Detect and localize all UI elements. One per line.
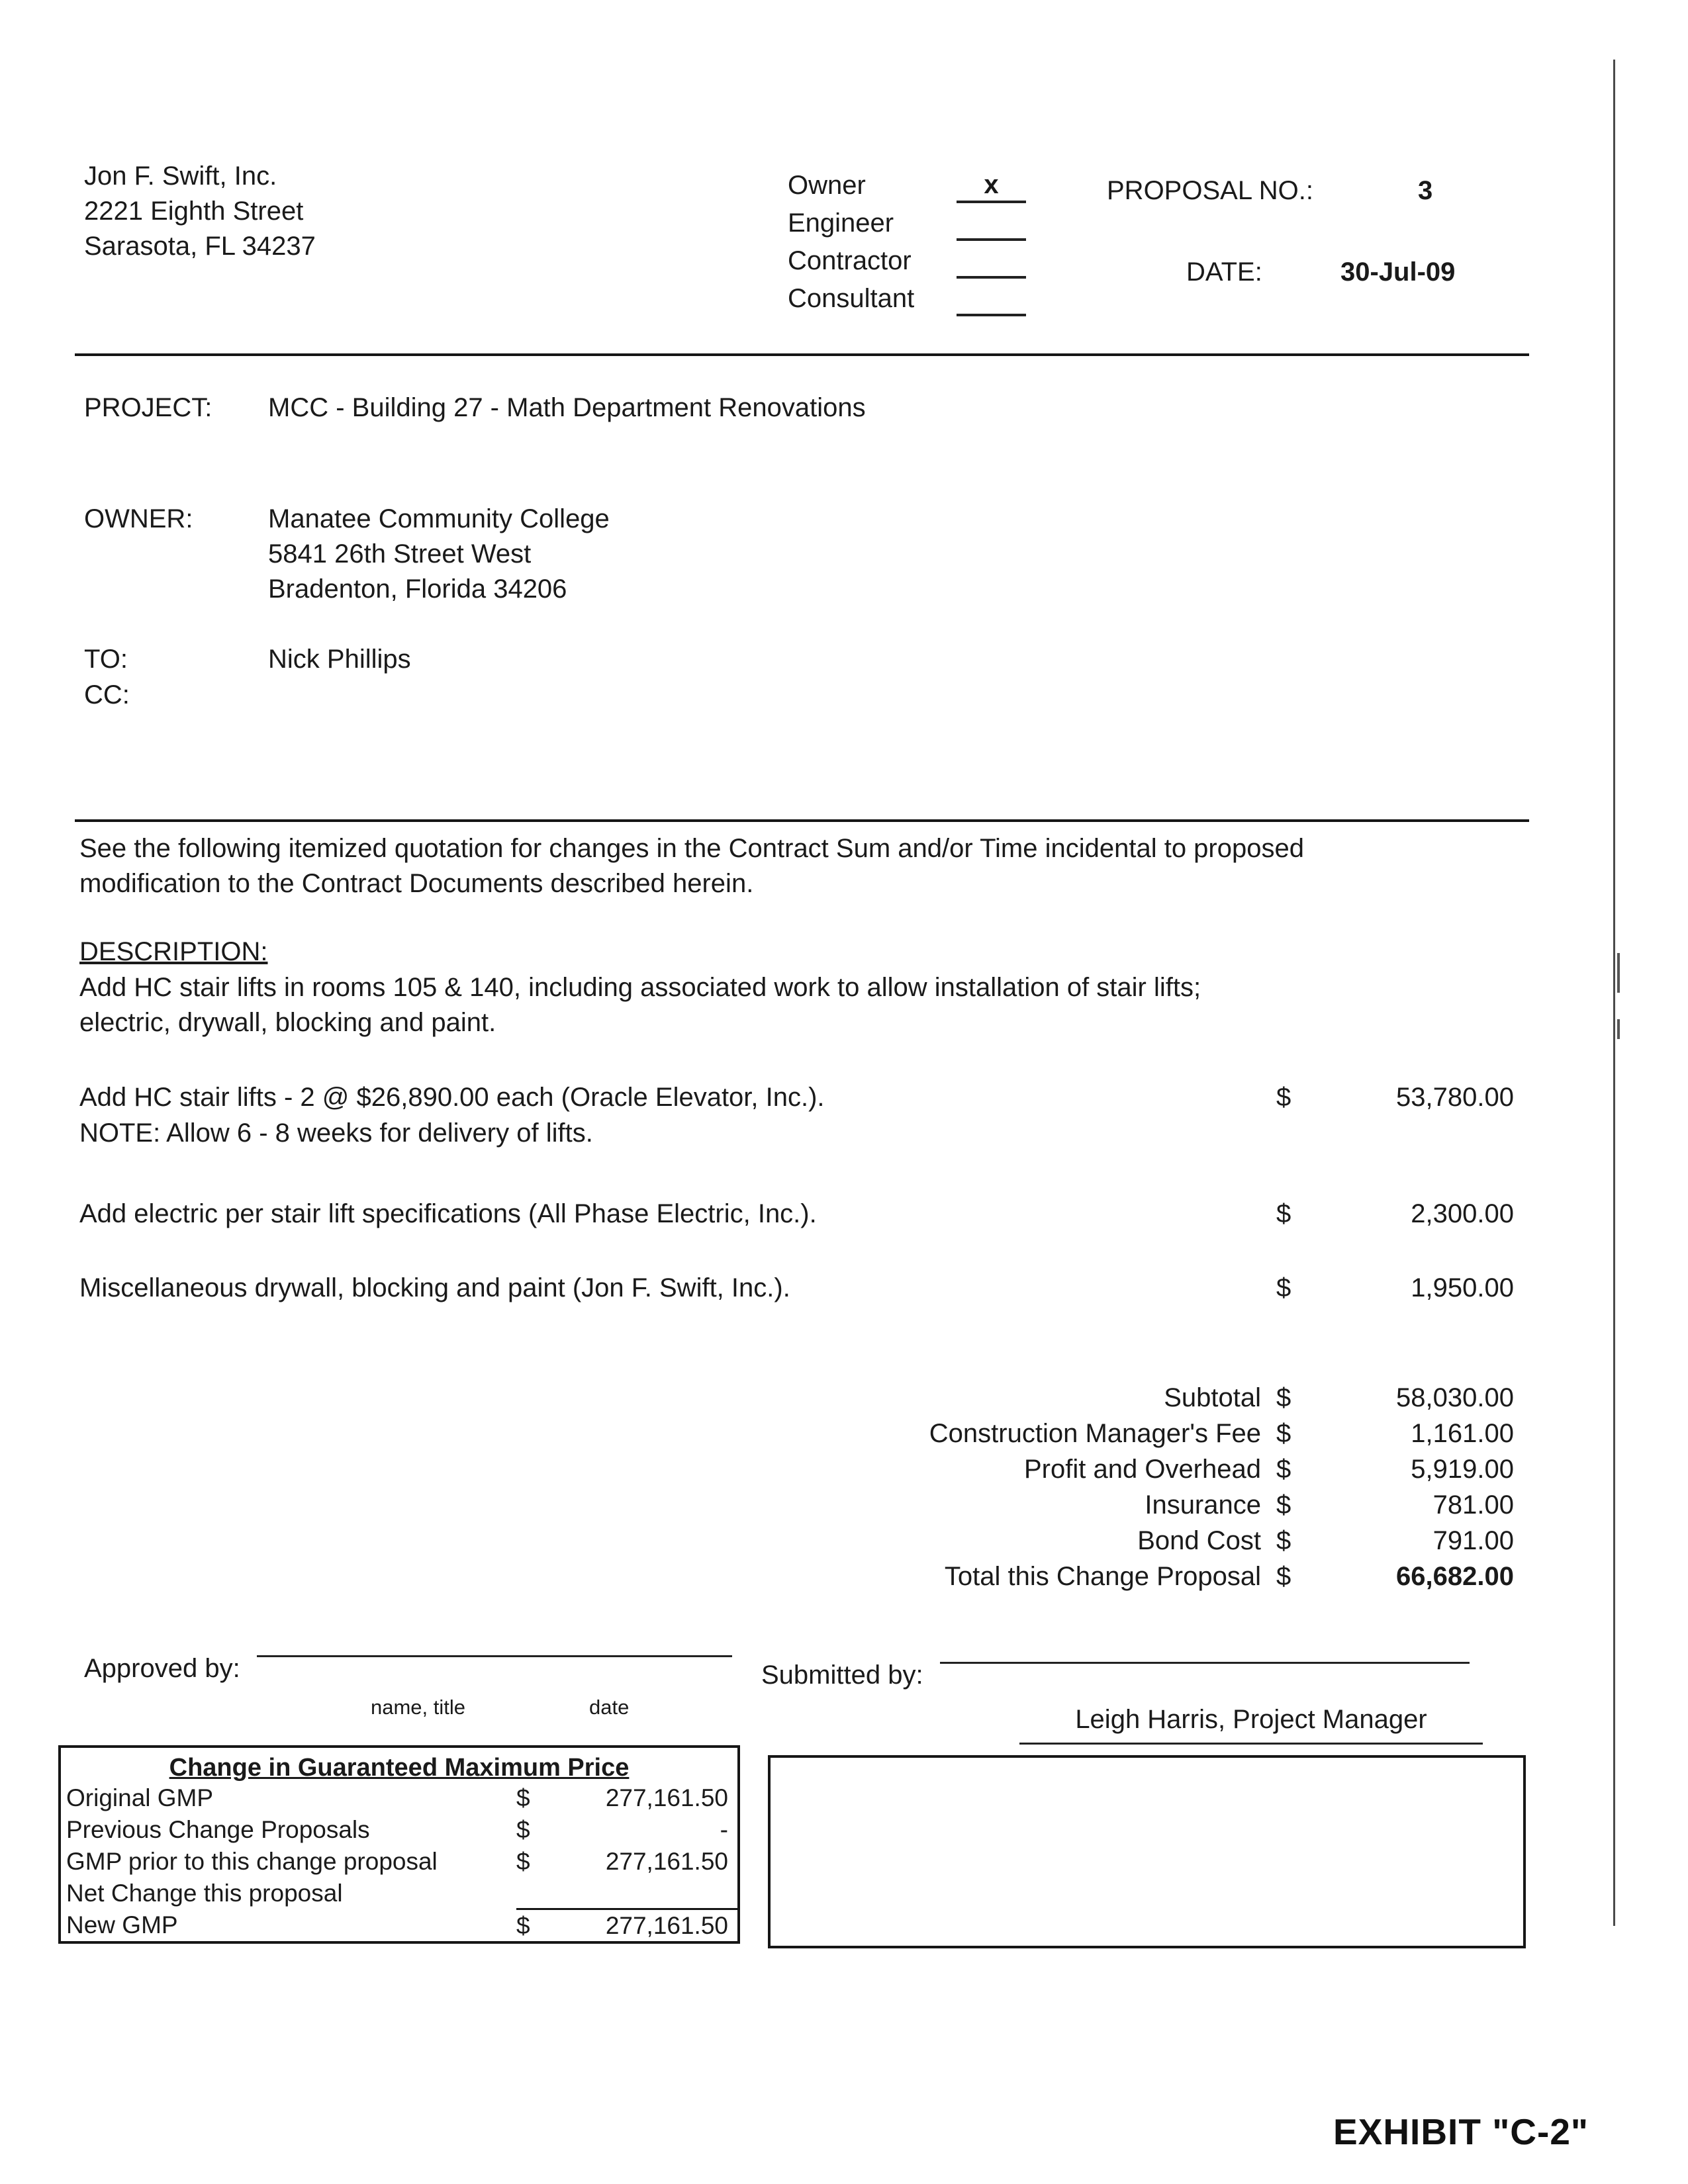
- project-label: PROJECT:: [84, 393, 212, 422]
- total-row-amount: 58,030.00: [1396, 1383, 1514, 1412]
- divider-middle: [75, 819, 1529, 822]
- role-row-owner: [788, 165, 1026, 203]
- line-item-amount: 53,780.00: [1396, 1083, 1514, 1112]
- role-row-contractor: [788, 241, 1026, 279]
- role-label: Consultant: [788, 284, 915, 314]
- owner-line3: Bradenton, Florida 34206: [268, 574, 567, 604]
- approved-by-signature-line: [257, 1623, 732, 1657]
- gmp-row-new-gmp: [61, 1909, 737, 1941]
- total-row-amount: 791.00: [1432, 1526, 1514, 1555]
- total-row-label: Bond Cost: [1137, 1526, 1261, 1555]
- owner-label: OWNER:: [84, 504, 193, 533]
- total-row-amount: 781.00: [1432, 1490, 1514, 1520]
- company-address1: 2221 Eighth Street: [84, 196, 304, 226]
- gmp-row-label: GMP prior to this change proposal: [66, 1847, 438, 1875]
- owner-line1: Manatee Community College: [268, 504, 610, 533]
- currency-sign: $: [516, 1847, 530, 1875]
- company-block: [84, 159, 316, 263]
- gmp-table-title: Change in Guaranteed Maximum Price: [169, 1754, 630, 1782]
- submitted-by-label: Submitted by:: [761, 1661, 923, 1690]
- to-label: TO:: [84, 645, 128, 674]
- role-checkmark-line: [957, 206, 1026, 241]
- gmp-row-original: [61, 1782, 737, 1814]
- currency-sign: $: [1276, 1419, 1291, 1448]
- owner-address: [268, 502, 610, 606]
- grand-total-amount: 66,682.00: [1396, 1562, 1514, 1591]
- description-label: DESCRIPTION:: [79, 937, 268, 966]
- gmp-row-previous-changes: [61, 1814, 737, 1846]
- proposal-no-value: 3: [1418, 176, 1433, 205]
- currency-sign: $: [516, 1815, 530, 1843]
- total-row-label: Profit and Overhead: [1024, 1455, 1261, 1484]
- submitted-by-signature-line: [940, 1630, 1470, 1664]
- currency-sign: $: [516, 1908, 563, 1942]
- to-value: Nick Phillips: [268, 645, 411, 674]
- line-item-note: NOTE: Allow 6 - 8 weeks for delivery of lifts.: [79, 1118, 593, 1148]
- project-value: MCC - Building 27 - Math Department Renovations: [268, 393, 866, 422]
- empty-notes-box: [768, 1755, 1526, 1948]
- total-row-label: Subtotal: [1164, 1383, 1261, 1412]
- gmp-row-amount: 277,161.50: [605, 1784, 728, 1811]
- total-row-label: Construction Manager's Fee: [929, 1419, 1261, 1448]
- line-item-amount: 1,950.00: [1411, 1273, 1514, 1302]
- cc-label: CC:: [84, 680, 130, 709]
- line-item-text: Add electric per stair lift specifications (All Phase Electric, Inc.).: [79, 1199, 817, 1228]
- currency-sign: $: [1276, 1562, 1291, 1591]
- currency-sign: $: [1276, 1455, 1291, 1484]
- gmp-change-table: [58, 1745, 740, 1944]
- line-item-text: Miscellaneous drywall, blocking and paint (Jon F. Swift, Inc.).: [79, 1273, 790, 1302]
- currency-sign: $: [1276, 1199, 1291, 1228]
- currency-sign: $: [1276, 1490, 1291, 1520]
- proposal-no-label: PROPOSAL NO.:: [1107, 176, 1313, 205]
- scan-artifact-tick: [1617, 1019, 1620, 1039]
- gmp-row-amount: 277,161.50: [563, 1908, 737, 1942]
- total-row-amount: 5,919.00: [1411, 1455, 1514, 1484]
- gmp-row-label: Previous Change Proposals: [66, 1815, 370, 1843]
- scan-artifact-vertical-line: [1613, 60, 1615, 1926]
- role-row-engineer: [788, 203, 1026, 241]
- line-item-amount: 2,300.00: [1411, 1199, 1514, 1228]
- role-checkmark-line: [957, 244, 1026, 279]
- approved-by-label: Approved by:: [84, 1654, 240, 1683]
- gmp-row-prior-gmp: [61, 1846, 737, 1878]
- divider-top: [75, 353, 1529, 356]
- role-label: Engineer: [788, 208, 894, 238]
- company-name: Jon F. Swift, Inc.: [84, 161, 277, 191]
- gmp-row-amount: -: [720, 1815, 728, 1843]
- gmp-row-label: Net Change this proposal: [66, 1879, 343, 1907]
- role-row-consultant: [788, 279, 1026, 316]
- grand-total-label: Total this Change Proposal: [944, 1562, 1261, 1591]
- exhibit-stamp: EXHIBIT "C-2": [1333, 2111, 1589, 2152]
- currency-sign: $: [516, 1784, 530, 1811]
- gmp-row-label: Original GMP: [66, 1784, 214, 1811]
- owner-line2: 5841 26th Street West: [268, 539, 532, 569]
- date-value: 30-Jul-09: [1340, 257, 1456, 287]
- total-row-label: Insurance: [1145, 1490, 1261, 1520]
- gmp-row-amount: 277,161.50: [605, 1847, 728, 1875]
- approved-name-title-caption: name, title: [371, 1696, 466, 1719]
- gmp-row-label: New GMP: [66, 1911, 178, 1938]
- intro-paragraph: See the following itemized quotation for changes in the Contract Sum and/or Time incidental to proposed modification to the Contract Documents described herein.: [79, 834, 1304, 898]
- currency-sign: $: [1276, 1083, 1291, 1112]
- scan-artifact-tick: [1617, 953, 1620, 993]
- role-label: Owner: [788, 171, 866, 201]
- currency-sign: $: [1276, 1273, 1291, 1302]
- description-text: Add HC stair lifts in rooms 105 & 140, including associated work to allow installation of stair lifts; electric, drywall, blocking and paint.: [79, 973, 1201, 1037]
- currency-sign: $: [1276, 1526, 1291, 1555]
- role-checkmark-line: [957, 282, 1026, 316]
- role-checkmark-line: x: [957, 169, 1026, 203]
- date-label: DATE:: [1186, 257, 1262, 287]
- approved-date-caption: date: [589, 1696, 630, 1719]
- gmp-row-net-change: [61, 1878, 737, 1909]
- company-address2: Sarasota, FL 34237: [84, 231, 316, 261]
- recipient-roles: [788, 165, 1026, 316]
- line-item-text: Add HC stair lifts - 2 @ $26,890.00 each (Oracle Elevator, Inc.).: [79, 1083, 825, 1112]
- total-row-amount: 1,161.00: [1411, 1419, 1514, 1448]
- currency-sign: $: [1276, 1383, 1291, 1412]
- submitted-by-name: Leigh Harris, Project Manager: [1019, 1702, 1483, 1745]
- role-label: Contractor: [788, 246, 912, 276]
